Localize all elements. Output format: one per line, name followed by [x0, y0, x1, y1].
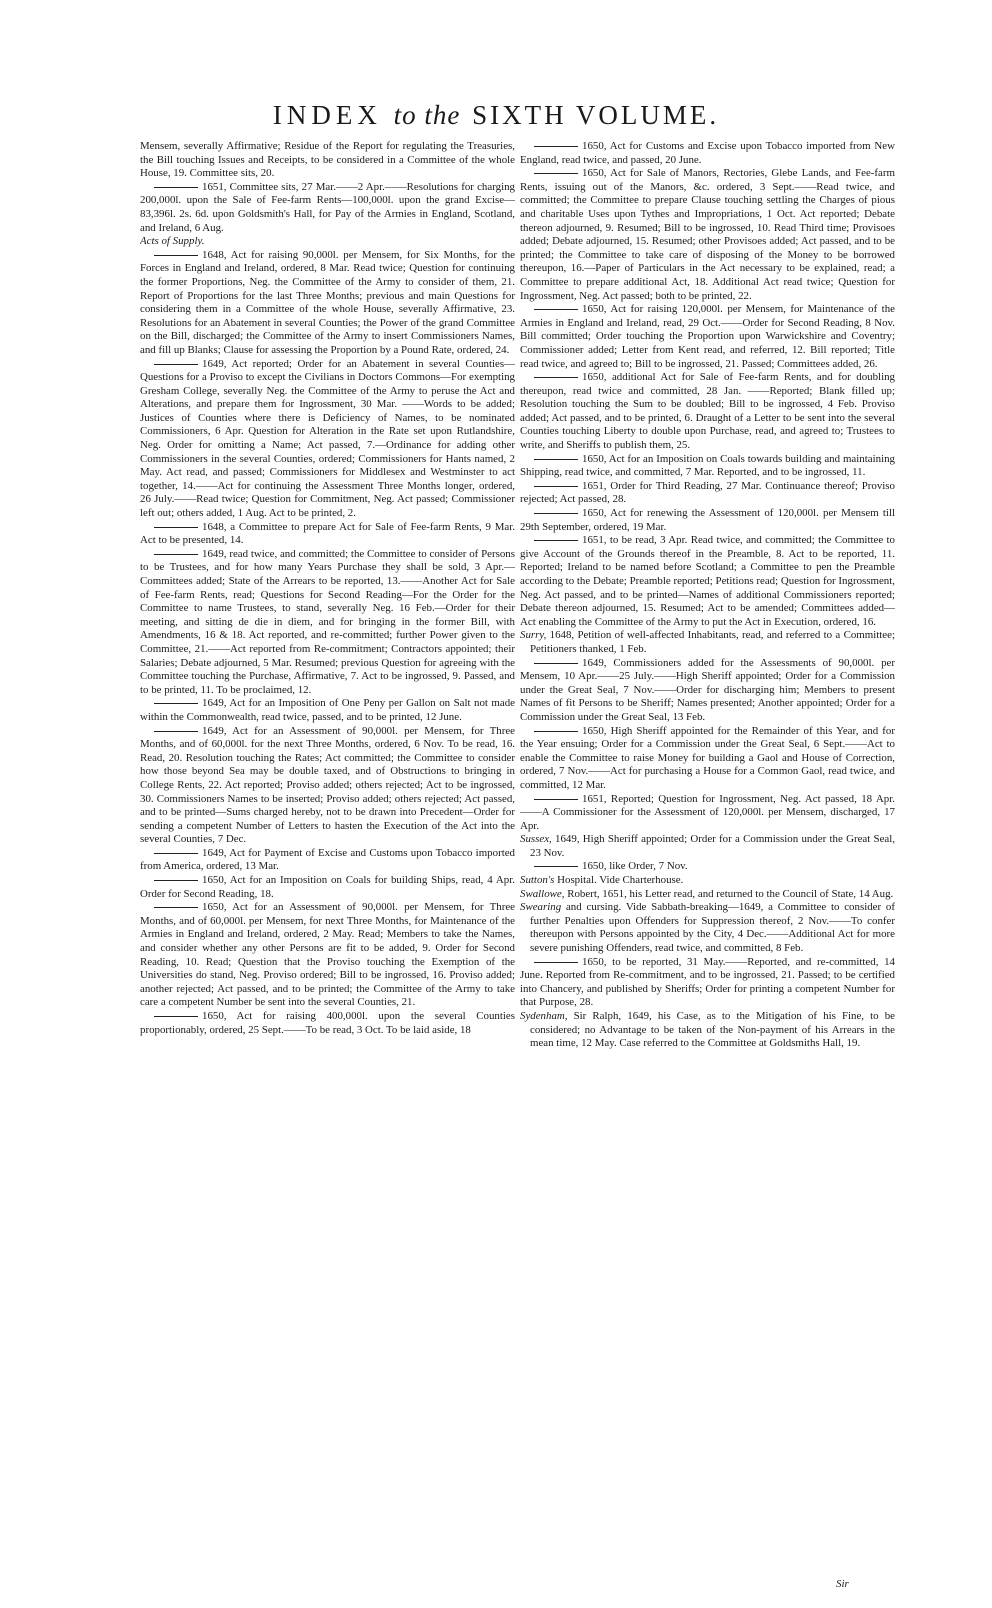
index-subentry — [520, 453, 895, 480]
index-subentry — [520, 725, 895, 793]
entry-text: 1648, Act for raising 90,000l. per Mensem, for Six Months, for the Forces in England and Ireland, ordered, 8 Mar. Read twice; Question for continuing the former Proportions, Neg. the Committee of the Army to consider of them, 21. Report of Proportions for the last Three Months; previous and main Questions for considering them in a Committee of the whole House, severally Affirmative, 23. Resolutions for an Abatement in several Counties; the Power of the grand Committee on the Bill, discharged; the Committee of the Army to insert Commissioners Names, and fill up Blanks; Clause for assessing the Proportion by a Pound Rate, ordered, 24. — [140, 248, 515, 356]
ditto-dash — [534, 962, 578, 963]
index-entry — [520, 833, 895, 860]
entry-text: 1649, Commissioners added for the Assessments of 90,000l. per Mensem, 10 Apr.——25 July.——High Sheriff appointed; Order for a Commission under the Great Seal, 7 Nov.——Order for discharging him; Members to present Names of fit Persons to be Sheriff; Names presented; Another appointed; Order for a Commission under the Great Seal, 13 Feb. — [520, 656, 895, 723]
index-subentry — [520, 793, 895, 834]
index-subentry — [520, 480, 895, 507]
index-subentry — [520, 167, 895, 303]
entry-text: 1650, additional Act for Sale of Fee-farm Rents, and for doubling thereupon, read twice and committed, 28 Jan. ——Reported; Blank filled up; Resolution touching the Sum to be doubled; Bill to be ingrossed, 4 Feb. Proviso added; Act passed, and to be printed, 6. Draught of a Letter to be sent into the several Counties touching Liberty to double upon Purchase, read, and agreed to; Trustees to write, and Sheriffs to publish them, 25. — [520, 371, 895, 452]
index-entry — [520, 874, 895, 888]
ditto-dash — [154, 255, 198, 256]
index-subentry — [520, 534, 895, 629]
entry-text: 1651, Committee sits, 27 Mar.——2 Apr.——Resolutions for charging 200,000l. upon the Sale of Fee-farm Rents—100,000l. upon the grand Excise—83,396l. 2s. 6d. upon Goldsmith's Hall, for Pay of the Armies in England, Scotland, and Ireland, 6 Aug. — [140, 180, 515, 234]
ditto-dash — [154, 187, 198, 188]
ditto-dash — [534, 377, 578, 378]
entry-text: 1649, Act for an Imposition of One Peny per Gallon on Salt not made within the Commonwealth, read twice, passed, and to be printed, 12 June. — [140, 697, 515, 723]
ditto-dash — [534, 866, 578, 867]
ditto-dash — [154, 880, 198, 881]
catchword: Sir — [836, 1578, 849, 1590]
entry-heading: Swallowe, — [520, 887, 565, 900]
index-entry — [520, 888, 895, 902]
entry-text: 1650, Act for Customs and Excise upon Tobacco imported from New England, read twice, and passed, 20 June. — [520, 140, 895, 166]
index-subentry — [140, 901, 515, 1010]
entry-text: 1650, Act for an Imposition on Coals towards building and maintaining Shipping, read twice, and committed, 7 Mar. Reported, and to be ingrossed, 11. — [520, 452, 895, 479]
ditto-dash — [534, 663, 578, 664]
ditto-dash — [534, 459, 578, 460]
entry-text: 1650, Act for raising 120,000l. per Mensem, for Maintenance of the Armies in England and Ireland, read, 29 Oct.——Order for Second Reading, 8 Nov. Bill committed; Order touching the Proportion upon Warwickshire and Coventry; Commissioner added; Letter from Kent read, and referred, 12. Bill reported; Title read twice, and agreed to; Bill to be ingrossed, 21. Passed; Committees added, 26. — [520, 303, 895, 370]
entry-text: 1649, read twice, and committed; the Committee to consider of Persons to be Trustees, and for how many Years Purchase they shall be sold, 3 Apr.—Committees added; State of the Arrears to be reported, 13.——Another Act for Sale of Fee-farm Rents, read; Questions for Second Reading—For the Order for the Committee to name Trustees, to stand, severally Neg. 16 Feb.—Order for their meeting, and sitting de die in diem, and for bringing in the former Bill, with Amendments, 16 & 18. Act reported, and re-committed; further Power given to the Committee, 21.——Act reported from Re-commitment; Contractors appointed; their Salaries; Debate adjourned, 5 Mar. Resumed; previous Question for agreeing with the Committee touching the Purchase, Affirmative, 7. Act to be ingrossed, 9. Passed, and to be printed, 11. To be proclaimed, 12. — [140, 547, 515, 696]
entry-heading: Surry, — [520, 629, 547, 642]
index-continuation — [140, 140, 515, 181]
index-subentry — [520, 140, 895, 167]
ditto-dash — [154, 703, 198, 704]
header-to-the: to the — [393, 100, 461, 130]
ditto-dash — [154, 853, 198, 854]
entry-text: 1651, Reported; Question for Ingrossment, Neg. Act passed, 18 Apr.——A Commissioner for the Assessment of 120,000l. per Mensem, discharged, 17 Apr. — [520, 792, 895, 832]
entry-text: 1651, to be read, 3 Apr. Read twice, and committed; the Committee to give Account of the Grounds thereof in the Preamble, 8. Act to be reported, 11. Reported; Ireland to be named before Scotland; a Committee to pen the Preamble according to the Debate; Preamble reported; Petitions read; Question for Ingrossment, Neg. Act passed, and to be printed—Names of additional Commissioners reported; Debate thereon adjourned, 15. Resumed; Act to be amended; Committees added—Act enabling the Committee of the Army to put the Act in Execution, ordered, 16. — [520, 534, 895, 628]
index-entry — [520, 901, 895, 955]
index-subentry — [140, 521, 515, 548]
entry-text: 1649, Act for Payment of Excise and Customs upon Tobacco imported from America, ordered, 13 Mar. — [140, 846, 515, 873]
entry-heading: Sutton's — [520, 874, 555, 887]
index-subentry — [520, 956, 895, 1010]
index-subentry — [520, 507, 895, 534]
heading-text: Acts of Supply. — [140, 235, 205, 248]
entry-heading: Sussex, — [520, 833, 552, 846]
right-column — [520, 140, 895, 1590]
entry-text: Hospital. Vide Charterhouse. — [554, 874, 684, 887]
index-subentry — [520, 371, 895, 453]
ditto-dash — [534, 513, 578, 514]
ditto-dash — [534, 173, 578, 174]
ditto-dash — [534, 540, 578, 541]
entry-heading: Swearing — [520, 901, 562, 914]
ditto-dash — [154, 554, 198, 555]
index-entry — [520, 629, 895, 656]
entry-text: 1650, Act for renewing the Assessment of 120,000l. per Mensem till 29th September, ordered, 19 Mar. — [520, 507, 895, 533]
entry-text: 1650, Act for raising 400,000l. upon the several Counties proportionably, ordered, 25 Sept.——To be read, 3 Oct. To be laid aside, 18 — [140, 1010, 515, 1036]
entry-text: 1649, Act for an Assessment of 90,000l. per Mensem, for Three Months, and of 60,000l. for the next Three Months, ordered, 6 Nov. To be read, 16. Read, 20. Resolution touching the Rates; Act committed; the Committee to consider how those beyond Sea may be double taxed, and of Obstructions to bringing in College Rents, 22. Act reported; Proviso added; others rejected; Act to be ingrossed, 30. Commissioners Names to be inserted; Proviso added; others rejected; Act passed, and to be printed—Sums charged hereby, not to be drawn into Precedent—Order for sending a competent Number of Letters to hasten the Execution of the Act into the several Counties, 7 Dec. — [140, 724, 515, 846]
entry-text: 1650, High Sheriff appointed for the Remainder of this Year, and for the Year ensuing; Order for a Commission under the Great Seal, 6 Sept.——Act to enable the Committee to raise Money for building a Gaol and House of Correction, ordered, 7 Nov.——Act for purchasing a House for a Common Gaol, read twice, and committed, 12 Mar. — [520, 724, 895, 791]
ditto-dash — [154, 1016, 198, 1017]
index-subentry — [140, 847, 515, 874]
entry-text: 1650, like Order, 7 Nov. — [582, 860, 688, 873]
entry-text: Sir Ralph, 1649, his Case, as to the Mitigation of his Fine, to be considered; no Advantage to be taken of the Non-payment of his Arrears in the mean time, 12 May. Case referred to the Committee at Goldsmiths Hall, 19. — [530, 1010, 895, 1050]
entry-text: 1650, Act for an Imposition on Coals for building Ships, read, 4 Apr. Order for Second Reading, 18. — [140, 874, 515, 900]
page-header — [0, 100, 992, 131]
entry-text: 1651, Order for Third Reading, 27 Mar. Continuance thereof; Proviso rejected; Act passed, 28. — [520, 479, 895, 506]
index-subentry — [140, 697, 515, 724]
entry-text: and cursing. Vide Sabbath-breaking—1649, a Committee to consider of further Penalties upon Offenders for Suppression thereof, 2 Nov.——To confer thereupon with Persons appointed by the City, 4 Dec.——Additional Act for more severe punishing Offenders, read twice, and committed, 8 Feb. — [530, 901, 895, 955]
index-subentry — [140, 548, 515, 698]
entry-text: 1649, Act reported; Order for an Abatement in several Counties—Questions for a Proviso to except the Civilians in Doctors Commons—For exempting Gresham College, severally Neg. the Committee of the Army to peruse the Act and Alterations, and prepare them for Ingrossment, 30 Mar. ——Words to be added; Justices of Counties where there is Deficiency of Names, to be nominated Commissioners, 6 Apr. Question for Alteration in the Rate set upon Rutlandshire, Neg. Order for omitting a Name; Act passed, 7.—Ordinance for adding other Commissioners in the several Counties, ordered; Commissioners for Hants named, 2 May. Act read, and passed; Commissioners for Middlesex and Westminster to act together, 14.——Act for continuing the Assessment Three Months longer, ordered, 26 July.——Read twice; Question for Commitment, Neg. Act passed; Commissioner left out; others added, 1 Aug. Act to be printed, 2. — [140, 357, 515, 520]
left-column — [140, 140, 515, 1590]
entry-text: 1650, to be reported, 31 May.——Reported, and re-committed, 14 June. Reported from Re-commitment, and to be ingrossed, 21. Passed; to be certified into Chancery, and published by Sheriffs; Order for printing a competent Number for that Purpose, 28. — [520, 955, 895, 1009]
index-subentry — [140, 181, 515, 235]
ditto-dash — [534, 799, 578, 800]
entry-text: 1650, Act for an Assessment of 90,000l. per Mensem, for Three Months, and of 60,000l. per Mensem, for next Three Months, for Maintenance of the Armies in England and Ireland, ordered, 2 May. Read; Members to take the Names, and consider whether any other Persons are fit to be added, 9. Order for Second Reading, 10. Read; Question that the Proviso touching the Exemption of the Universities do stand, Neg. Proviso ordered; Bill to be ingrossed, 16. Proviso added; another rejected; Act passed, and to be printed; the Committee of the Army to take care a competent Number be sent into the several Counties, 21. — [140, 901, 515, 1009]
index-subentry — [140, 1010, 515, 1037]
ditto-dash — [534, 146, 578, 147]
index-entry — [520, 1010, 895, 1051]
index-subentry — [520, 860, 895, 874]
ditto-dash — [154, 527, 198, 528]
ditto-dash — [534, 731, 578, 732]
entry-text: 1648, Petition of well-affected Inhabitants, read, and referred to a Committee; Petitioners thanked, 1 Feb. — [530, 629, 895, 655]
ditto-dash — [154, 364, 198, 365]
entry-text: 1650, Act for Sale of Manors, Rectories, Glebe Lands, and Fee-farm Rents, issuing out of the Manors, &c. ordered, 3 Sept.——Read twice, and committed; the Committee to prepare Clause touching settling the Charges of pious and charitable Uses upon Tythes and Impropriations, 1 Oct. Act reported; Debate thereon adjourned, 9. Resumed; Bill to be ingrossed, 10. Read Third time; Provisoes added; Debate adjourned, 15. Resumed; other Provisoes added; Act passed, and to be printed; the Committee to take care of disposing of the Money to be borrowed thereupon, 16.—Paper of Particulars in the Act necessary to be explained, read; a Committee to prepare additional Act, 18. Additional Act read twice; Question for Ingrossment, Neg. Act passed; both to be printed, 22. — [520, 167, 895, 302]
header-index: INDEX — [272, 100, 382, 130]
index-subentry — [140, 874, 515, 901]
ditto-dash — [534, 486, 578, 487]
index-subentry — [520, 657, 895, 725]
ditto-dash — [154, 907, 198, 908]
entry-text: Robert, 1651, his Letter read, and returned to the Council of State, 14 Aug. — [564, 887, 894, 900]
index-heading — [140, 235, 515, 249]
entry-text: Mensem, severally Affirmative; Residue of the Report for regulating the Treasuries, the Bill touching Issues and Receipts, to be considered in a Committee of the whole House, 19. Committee sits, 20. — [140, 140, 515, 180]
entry-text: 1649, High Sheriff appointed; Order for a Commission under the Great Seal, 23 Nov. — [530, 833, 895, 859]
ditto-dash — [534, 309, 578, 310]
index-subentry — [140, 725, 515, 847]
index-subentry — [140, 358, 515, 521]
index-subentry — [520, 303, 895, 371]
ditto-dash — [154, 731, 198, 732]
entry-text: 1648, a Committee to prepare Act for Sale of Fee-farm Rents, 9 Mar. Act to be presented, 14. — [140, 520, 515, 547]
entry-heading: Sydenham, — [520, 1010, 568, 1022]
index-subentry — [140, 249, 515, 358]
header-volume: SIXTH VOLUME. — [472, 100, 720, 130]
